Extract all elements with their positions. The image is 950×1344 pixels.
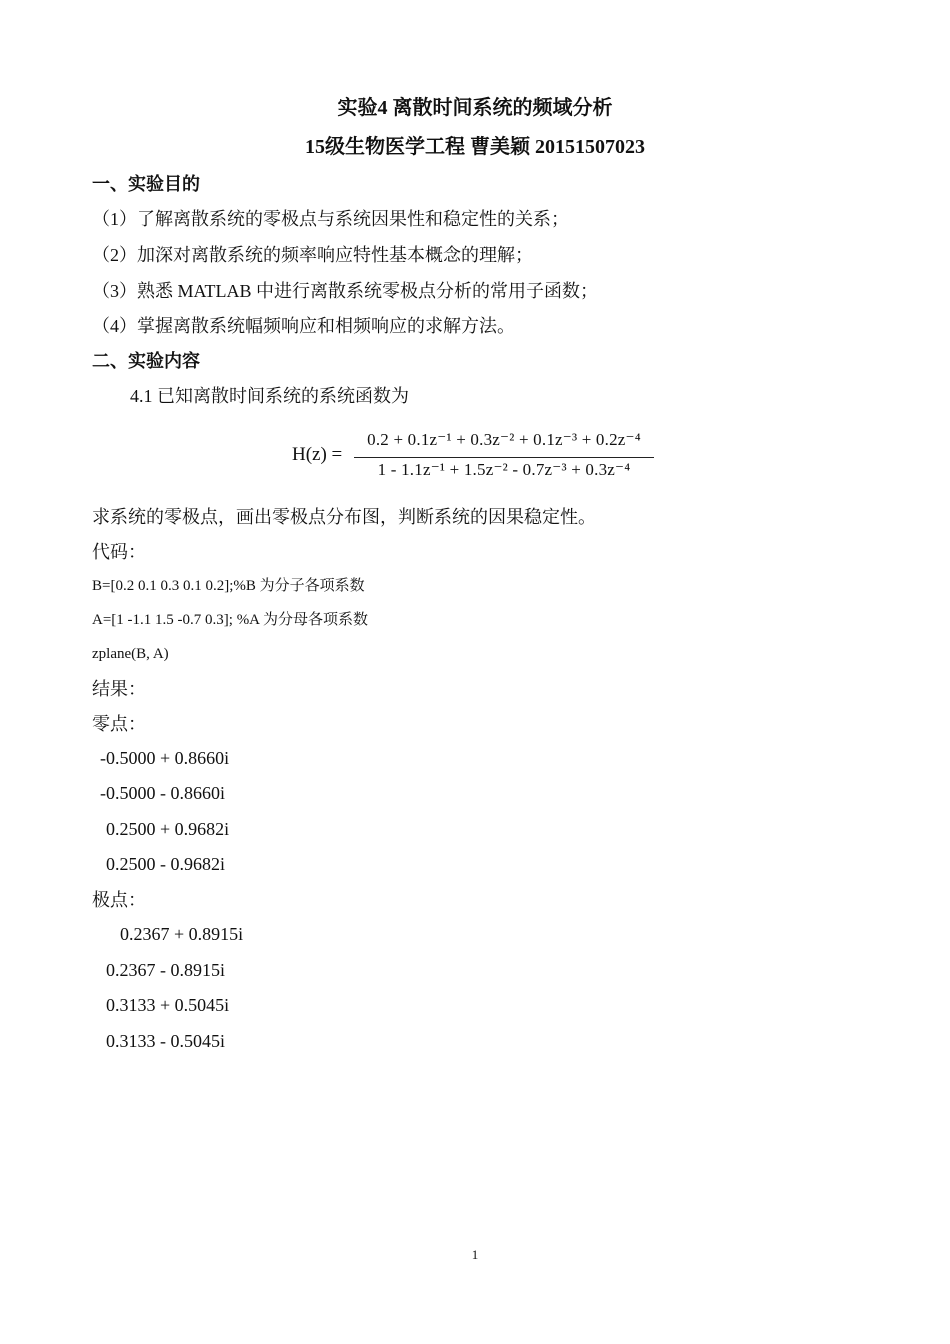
formula-lhs: H(z) = [292, 444, 343, 465]
zero-value: -0.5000 + 0.8660i [100, 748, 230, 768]
objective-item: （4）掌握离散系统幅频响应和相频响应的求解方法。 [92, 316, 515, 336]
zero-value: -0.5000 - 0.8660i [100, 783, 225, 803]
code-line: A=[1 -1.1 1.5 -0.7 0.3]; %A 为分母各项系数 [92, 612, 368, 628]
code-line: B=[0.2 0.1 0.3 0.1 0.2];%B 为分子各项系数 [92, 578, 365, 594]
objective-item: （2）加深对离散系统的频率响应特性基本概念的理解； [92, 245, 533, 265]
task-text: 求系统的零极点，画出零极点分布图，判断系统的因果稳定性。 [92, 507, 596, 527]
objective-item: （1）了解离散系统的零极点与系统因果性和稳定性的关系； [92, 209, 569, 229]
author-line: 15级生物医学工程 曹美颖 20151507023 [305, 136, 645, 158]
formula-denominator: 1 - 1.1z⁻¹ + 1.5z⁻² - 0.7z⁻³ + 0.3z⁻⁴ [377, 460, 631, 479]
pole-value: 0.3133 - 0.5045i [106, 1031, 225, 1051]
section-heading-objectives: 一、实验目的 [92, 174, 200, 194]
problem-intro: 4.1 已知离散时间系统的系统函数为 [130, 386, 409, 406]
poles-label: 极点： [92, 890, 146, 910]
formula-numerator: 0.2 + 0.1z⁻¹ + 0.3z⁻² + 0.1z⁻³ + 0.2z⁻⁴ [367, 430, 641, 449]
zero-value: 0.2500 - 0.9682i [106, 854, 225, 874]
document-title: 实验4 离散时间系统的频域分析 [337, 97, 613, 119]
pole-value: 0.2367 + 0.8915i [120, 924, 244, 944]
pole-value: 0.3133 + 0.5045i [106, 995, 230, 1015]
page-number: 1 [471, 1247, 479, 1262]
zeros-label: 零点： [92, 714, 146, 734]
result-label: 结果： [92, 679, 146, 699]
code-label: 代码： [92, 542, 146, 562]
code-line: zplane(B, A) [92, 646, 169, 662]
fraction-bar [354, 457, 654, 458]
section-heading-content: 二、实验内容 [92, 351, 200, 371]
objective-item: （3）熟悉 MATLAB 中进行离散系统零极点分析的常用子函数； [92, 281, 599, 301]
zero-value: 0.2500 + 0.9682i [106, 819, 230, 839]
pole-value: 0.2367 - 0.8915i [106, 960, 225, 980]
